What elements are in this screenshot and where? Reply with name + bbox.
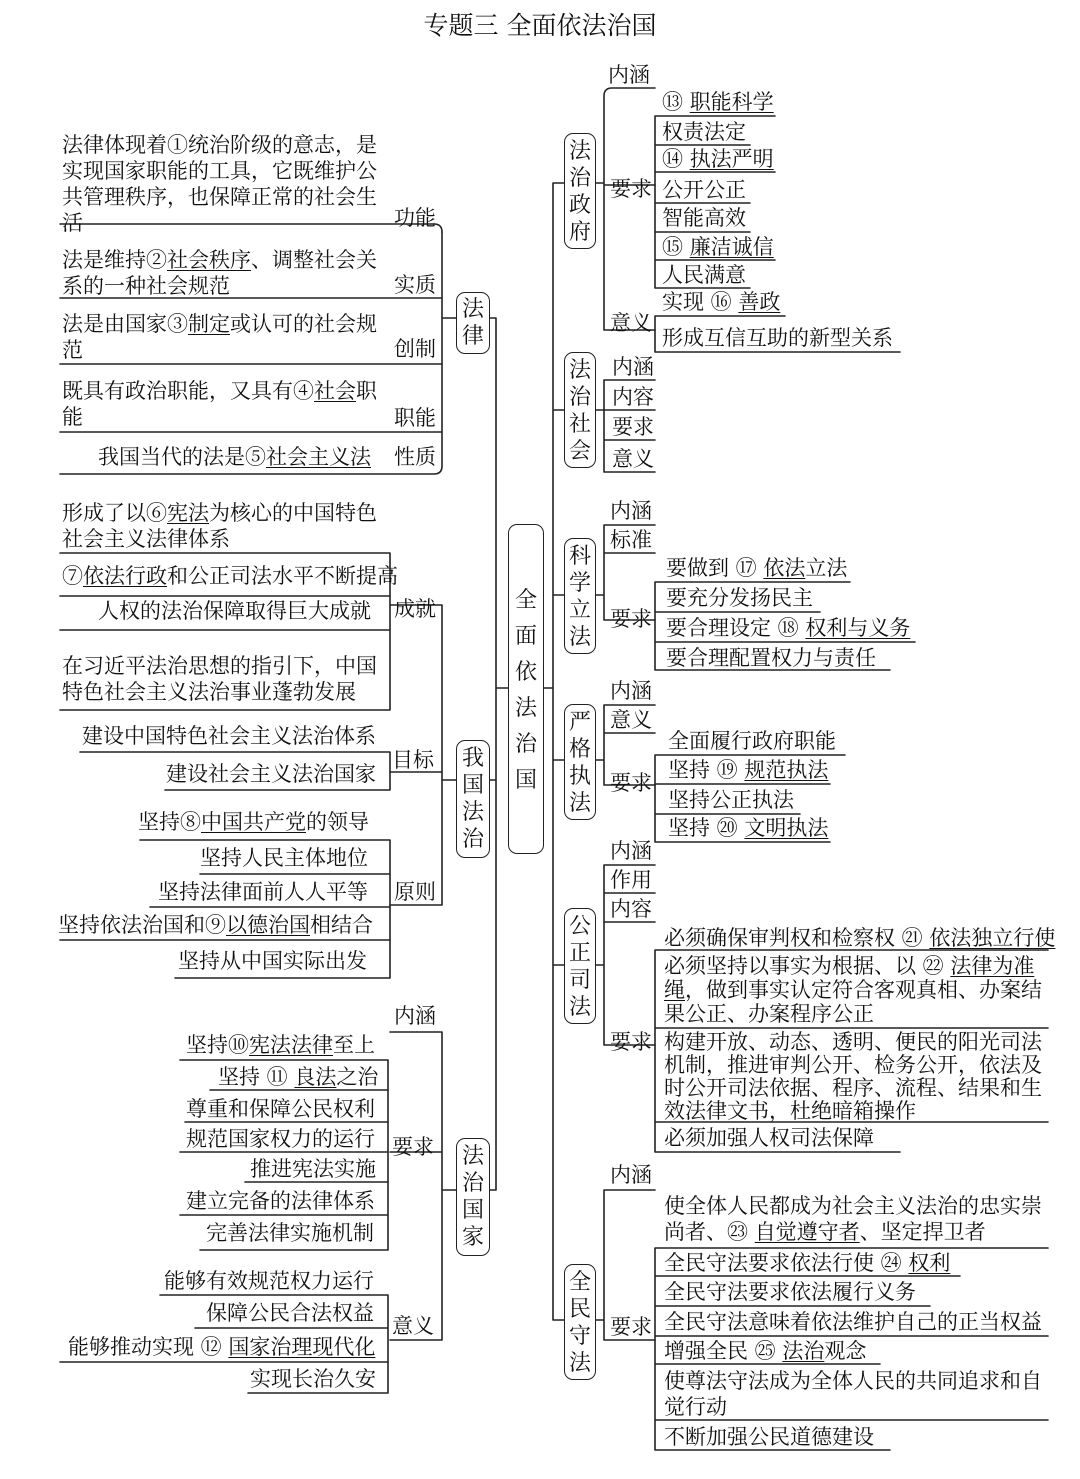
law-label: 法律: [462, 297, 485, 349]
law-nature-text: 我国当代的法是⑤社会主义法: [98, 445, 371, 469]
obey-req-item-2: 全民守法要求依法行使 ㉔ 权利: [664, 1251, 951, 1275]
principle-key: 原则: [394, 880, 436, 904]
society-item-2: 内容: [612, 385, 654, 409]
legis-standard: 标准: [610, 528, 652, 552]
achieve-key: 成就: [394, 597, 436, 621]
obey-req-item-6: 使尊法守法成为全体人民的共同追求和自觉行动: [664, 1369, 1042, 1419]
legis-connotation: 内涵: [610, 499, 652, 523]
society-item-3: 要求: [612, 415, 654, 439]
justice-req-item-4: 必须加强人权司法保障: [664, 1126, 874, 1150]
state-sig-item-3: 能够推动实现 ⑫ 国家治理现代化: [68, 1335, 376, 1359]
state-sig-item-2: 保障公民合法权益: [206, 1301, 374, 1325]
obey-req-item-3: 全民守法要求依法履行义务: [664, 1280, 916, 1304]
obey-req-key: 要求: [610, 1315, 652, 1339]
justice-req-item-3: 构建开放、动态、透明、便民的阳光司法机制，推进审判公开、检务公开，依法及时公开司法依据、程序、流程、结果和生效法律文书，杜绝暗箱操作: [664, 1030, 1042, 1123]
gov-req-item-7: 人民满意: [662, 263, 746, 287]
law-society-label: 法治社会: [569, 358, 592, 464]
law-duty-text: 既具有政治职能，又具有④社会职能: [62, 379, 377, 429]
justice-req-item-2: 必须坚持以事实为根据、以 ㉒ 法律为准绳，做到事实认定符合客观真相、办案结果公正、办案程序公正: [664, 954, 1042, 1026]
rule-of-law-label: 我国法治: [462, 746, 485, 852]
state-req-key: 要求: [392, 1135, 434, 1159]
gov-sig-item-1: 实现 ⑯ 善政: [662, 290, 781, 314]
law-essence-text: 法是维持②社会秩序、调整社会关系的一种社会规范: [62, 248, 377, 298]
obey-label: 全民守法: [569, 1270, 592, 1376]
page-title: 专题三 全面依法治国: [423, 11, 657, 40]
legis-req-key: 要求: [610, 607, 652, 631]
state-req-item-5: 推进宪法实施: [250, 1157, 376, 1181]
legis-req-item-2: 要充分发扬民主: [666, 586, 813, 610]
obey-connotation: 内涵: [610, 1163, 652, 1187]
law-function-key: 功能: [394, 206, 436, 230]
achieve-item-4: 在习近平法治思想的指引下，中国特色社会主义法治事业蓬勃发展: [62, 654, 377, 704]
law-nature-key: 性质: [394, 445, 436, 469]
law-creation-text: 法是由国家③制定或认可的社会规范: [62, 312, 377, 362]
state-req-item-2: 坚持 ⑪ 良法之治: [218, 1065, 379, 1089]
society-item-1: 内涵: [612, 355, 654, 379]
law-creation-key: 创制: [394, 337, 436, 361]
state-sig-key: 意义: [392, 1314, 434, 1338]
law-essence-key: 实质: [394, 273, 436, 297]
justice-content: 内容: [610, 897, 652, 921]
gov-req-item-1: ⑬ 职能科学: [662, 90, 774, 114]
obey-req-item-5: 增强全民 ㉕ 法治观念: [664, 1339, 867, 1363]
law-box: [456, 292, 490, 354]
principle-item-3: 坚持法律面前人人平等: [158, 880, 368, 904]
principle-item-1: 坚持⑧中国共产党的领导: [138, 810, 369, 834]
enforce-req-item-3: 坚持公正执法: [668, 788, 794, 812]
principle-item-2: 坚持人民主体地位: [200, 846, 368, 870]
enforce-connotation: 内涵: [610, 679, 652, 703]
gov-req-item-6: ⑮ 廉洁诚信: [662, 235, 774, 259]
justice-box: [564, 908, 596, 1024]
legislation-box: [564, 538, 596, 654]
principle-item-5: 坚持从中国实际出发: [178, 949, 367, 973]
state-req-item-4: 规范国家权力的运行: [186, 1127, 375, 1151]
enforce-req-item-2: 坚持 ⑲ 规范执法: [668, 758, 829, 782]
gov-req-item-4: 公开公正: [662, 178, 746, 202]
state-connotation: 内涵: [394, 1004, 436, 1028]
state-req-item-6: 建立完备的法律体系: [186, 1189, 375, 1213]
rule-of-law-box: [456, 740, 490, 858]
state-req-item-7: 完善法律实施机制: [206, 1221, 374, 1245]
enforce-label: 严格执法: [569, 710, 592, 816]
law-gov-label: 法治政府: [569, 139, 592, 245]
enforce-meaning: 意义: [610, 708, 652, 732]
state-req-item-1: 坚持⑩宪法法律至上: [186, 1033, 375, 1057]
state-sig-item-4: 实现长治久安: [250, 1367, 376, 1391]
obey-req-item-7: 不断加强公民道德建设: [664, 1425, 874, 1449]
achieve-item-1: 形成了以⑥宪法为核心的中国特色社会主义法律体系: [62, 501, 377, 551]
law-gov-box: [564, 133, 596, 249]
law-function-text: 法律体现着①统治阶级的意志，是实现国家职能的工具，它既维护公共管理秩序，也保障正常的社会生活: [62, 133, 377, 235]
justice-connotation: 内涵: [610, 839, 652, 863]
legis-req-item-1: 要做到 ⑰ 依法立法: [666, 556, 848, 580]
justice-role: 作用: [610, 868, 652, 892]
gov-connotation: 内涵: [608, 63, 650, 87]
obey-req-item-1: 使全体人民都成为社会主义法治的忠实崇尚者、㉓ 自觉遵守者、坚定捍卫者: [664, 1194, 1042, 1244]
principle-item-4: 坚持依法治国和⑨以德治国相结合: [58, 913, 373, 937]
goal-item-1: 建设中国特色社会主义法治体系: [82, 724, 376, 748]
achieve-item-3: 人权的法治保障取得巨大成就: [98, 599, 371, 623]
legis-req-item-3: 要合理设定 ⑱ 权利与义务: [666, 616, 911, 640]
gov-sig-item-2: 形成互信互助的新型关系: [662, 326, 893, 350]
law-society-box: [564, 352, 596, 468]
justice-label: 公正司法: [569, 914, 592, 1020]
gov-sig-key: 意义: [610, 311, 652, 335]
law-duty-key: 职能: [394, 406, 436, 430]
state-req-item-3: 尊重和保障公民权利: [186, 1097, 375, 1121]
justice-req-key: 要求: [610, 1030, 652, 1054]
gov-req-item-5: 智能高效: [662, 206, 746, 230]
justice-req-item-1: 必须确保审判权和检察权 ㉑ 依法独立行使: [664, 926, 1056, 950]
legis-req-item-4: 要合理配置权力与责任: [666, 646, 876, 670]
gov-req-key: 要求: [610, 177, 652, 201]
center-topic-label: 全面依法治国: [515, 588, 538, 793]
goal-item-2: 建设社会主义法治国家: [166, 762, 376, 786]
enforce-req-item-1: 全面履行政府职能: [668, 729, 836, 753]
obey-req-item-4: 全民守法意味着依法维护自己的正当权益: [664, 1310, 1042, 1334]
gov-req-item-2: 权责法定: [662, 120, 746, 144]
goal-key: 目标: [392, 748, 434, 772]
obey-box: [564, 1264, 596, 1380]
legislation-label: 科学立法: [569, 544, 592, 650]
center-topic-box: [508, 524, 544, 854]
achieve-item-2: ⑦依法行政和公正司法水平不断提高: [62, 564, 398, 588]
state-sig-item-1: 能够有效规范权力运行: [164, 1269, 374, 1293]
enforce-req-key: 要求: [610, 771, 652, 795]
rule-state-box: [456, 1138, 490, 1256]
gov-req-item-3: ⑭ 执法严明: [662, 147, 774, 171]
enforce-req-item-4: 坚持 ⑳ 文明执法: [668, 816, 829, 840]
rule-state-label: 法治国家: [462, 1144, 485, 1250]
enforce-box: [564, 704, 596, 820]
society-item-4: 意义: [612, 447, 654, 471]
